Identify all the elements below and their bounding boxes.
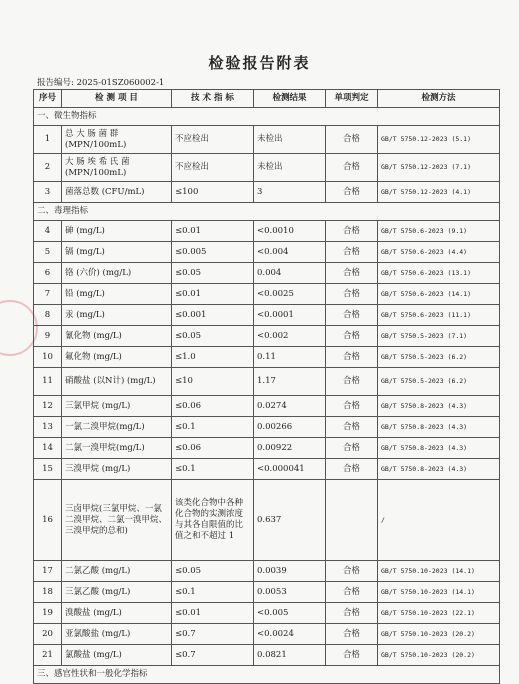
- header-item: 检 测 项 目: [62, 90, 172, 108]
- test-item: 亚氯酸盐 (mg/L): [62, 624, 172, 645]
- technical-spec: ≤0.1: [172, 417, 254, 438]
- verdict: 合格: [326, 326, 378, 347]
- test-method: GB/T 5750.6-2023 (13.1): [378, 263, 500, 284]
- test-method: GB/T 5750.10-2023 (22.1): [378, 603, 500, 624]
- table-row: [34, 284, 500, 305]
- verdict: 合格: [326, 645, 378, 666]
- verdict: 合格: [326, 459, 378, 480]
- report-number: 报告编号: 2025-01SZ060002-1: [37, 78, 165, 88]
- technical-spec: 该类化合物中各种化合物的实测浓度与其各自限值的比值之和不超过 1: [172, 480, 254, 561]
- header-verdict: 单项判定: [326, 90, 378, 108]
- verdict: 合格: [326, 561, 378, 582]
- test-item: 菌落总数 (CFU/mL): [62, 182, 172, 203]
- technical-spec: ≤0.001: [172, 305, 254, 326]
- test-method: GB/T 5750.5-2023 (6.2): [378, 347, 500, 368]
- test-method: GB/T 5750.10-2023 (20.2): [378, 645, 500, 666]
- test-result: <0.0001: [254, 305, 326, 326]
- technical-spec: ≤0.05: [172, 326, 254, 347]
- technical-spec: ≤0.01: [172, 221, 254, 242]
- verdict: 合格: [326, 305, 378, 326]
- header-no: 序号: [34, 90, 62, 108]
- technical-spec: ≤0.05: [172, 561, 254, 582]
- test-result: 0.11: [254, 347, 326, 368]
- table-row: [34, 347, 500, 368]
- verdict: 合格: [326, 624, 378, 645]
- header-result: 检测结果: [254, 90, 326, 108]
- test-result: 0.0274: [254, 396, 326, 417]
- row-number: 4: [34, 221, 62, 242]
- test-item: 二氯乙酸 (mg/L): [62, 561, 172, 582]
- test-item: 溴酸盐 (mg/L): [62, 603, 172, 624]
- row-number: 14: [34, 438, 62, 459]
- header-method: 检测方法: [378, 90, 500, 108]
- test-method: GB/T 5750.5-2023 (6.2): [378, 368, 500, 396]
- table-row: [34, 221, 500, 242]
- row-number: 11: [34, 368, 62, 396]
- table-row: [34, 368, 500, 396]
- test-result: <0.004: [254, 242, 326, 263]
- technical-spec: ≤0.01: [172, 284, 254, 305]
- technical-spec: ≤0.7: [172, 624, 254, 645]
- test-item: 三氯乙酸 (mg/L): [62, 582, 172, 603]
- test-method: GB/T 5750.10-2023 (14.1): [378, 561, 500, 582]
- table-row: [34, 459, 500, 480]
- test-item: 硝酸盐 (以N计) (mg/L): [62, 368, 172, 396]
- section-row: [34, 108, 500, 126]
- test-result: <0.0010: [254, 221, 326, 242]
- row-number: 2: [34, 154, 62, 182]
- test-method: GB/T 5750.10-2023 (14.1): [378, 582, 500, 603]
- verdict: 合格: [326, 221, 378, 242]
- section-title: 三、感官性状和一般化学指标: [34, 666, 500, 684]
- test-result: <0.005: [254, 603, 326, 624]
- technical-spec: ≤0.7: [172, 645, 254, 666]
- table-row: [34, 326, 500, 347]
- section-title: 一、微生物指标: [34, 108, 500, 126]
- test-method: GB/T 5750.8-2023 (4.3): [378, 438, 500, 459]
- test-item: 砷 (mg/L): [62, 221, 172, 242]
- test-method: GB/T 5750.8-2023 (4.3): [378, 396, 500, 417]
- test-method: /: [378, 480, 500, 561]
- test-method: GB/T 5750.6-2023 (9.1): [378, 221, 500, 242]
- verdict: 合格: [326, 126, 378, 154]
- row-number: 19: [34, 603, 62, 624]
- test-result: 0.00922: [254, 438, 326, 459]
- test-item: 氟化物 (mg/L): [62, 347, 172, 368]
- technical-spec: ≤0.05: [172, 263, 254, 284]
- test-method: GB/T 5750.8-2023 (4.3): [378, 459, 500, 480]
- verdict: 合格: [326, 347, 378, 368]
- technical-spec: ≤0.1: [172, 582, 254, 603]
- test-method: GB/T 5750.12-2023 (7.1): [378, 154, 500, 182]
- section-title: 二、毒理指标: [34, 203, 500, 221]
- test-item: 铬 (六价) (mg/L): [62, 263, 172, 284]
- test-result: 未检出: [254, 154, 326, 182]
- table-row: [34, 480, 500, 561]
- row-number: 18: [34, 582, 62, 603]
- test-result: 1.17: [254, 368, 326, 396]
- table-header-row: [34, 90, 500, 108]
- test-result: <0.0025: [254, 284, 326, 305]
- table-row: [34, 582, 500, 603]
- table-row: [34, 263, 500, 284]
- verdict: [326, 480, 378, 561]
- row-number: 1: [34, 126, 62, 154]
- test-method: GB/T 5750.8-2023 (4.3): [378, 417, 500, 438]
- verdict: 合格: [326, 603, 378, 624]
- technical-spec: ≤0.1: [172, 459, 254, 480]
- technical-spec: ≤0.06: [172, 396, 254, 417]
- row-number: 20: [34, 624, 62, 645]
- row-number: 3: [34, 182, 62, 203]
- verdict: 合格: [326, 182, 378, 203]
- table-row: [34, 561, 500, 582]
- test-result: 未检出: [254, 126, 326, 154]
- test-item: 大 肠 埃 希 氏 菌 (MPN/100mL): [62, 154, 172, 182]
- row-number: 16: [34, 480, 62, 561]
- table-row: [34, 396, 500, 417]
- test-item: 镉 (mg/L): [62, 242, 172, 263]
- verdict: 合格: [326, 417, 378, 438]
- test-result: 0.004: [254, 263, 326, 284]
- row-number: 21: [34, 645, 62, 666]
- verdict: 合格: [326, 582, 378, 603]
- section-row: [34, 203, 500, 221]
- test-method: GB/T 5750.6-2023 (11.1): [378, 305, 500, 326]
- test-result: 3: [254, 182, 326, 203]
- technical-spec: 不应检出: [172, 154, 254, 182]
- test-method: GB/T 5750.6-2023 (14.1): [378, 284, 500, 305]
- row-number: 17: [34, 561, 62, 582]
- table-row: [34, 603, 500, 624]
- test-method: GB/T 5750.5-2023 (7.1): [378, 326, 500, 347]
- row-number: 9: [34, 326, 62, 347]
- verdict: 合格: [326, 438, 378, 459]
- test-result: <0.002: [254, 326, 326, 347]
- test-result: <0.0024: [254, 624, 326, 645]
- row-number: 8: [34, 305, 62, 326]
- test-result: 0.0053: [254, 582, 326, 603]
- test-item: 总 大 肠 菌 群 (MPN/100mL): [62, 126, 172, 154]
- technical-spec: ≤0.01: [172, 603, 254, 624]
- row-number: 13: [34, 417, 62, 438]
- test-item: 三溴甲烷 (mg/L): [62, 459, 172, 480]
- test-item: 二氯一溴甲烷(mg/L): [62, 438, 172, 459]
- technical-spec: ≤10: [172, 368, 254, 396]
- test-item: 三卤甲烷(三氯甲烷、一氯二溴甲烷、二氯一溴甲烷、三溴甲烷的总和): [62, 480, 172, 561]
- test-item: 铅 (mg/L): [62, 284, 172, 305]
- test-result: 0.00266: [254, 417, 326, 438]
- table-row: [34, 154, 500, 182]
- row-number: 15: [34, 459, 62, 480]
- test-result: 0.637: [254, 480, 326, 561]
- row-number: 10: [34, 347, 62, 368]
- table-row: [34, 624, 500, 645]
- technical-spec: ≤1.0: [172, 347, 254, 368]
- table-row: [34, 126, 500, 154]
- row-number: 7: [34, 284, 62, 305]
- test-method: GB/T 5750.12-2023 (5.1): [378, 126, 500, 154]
- verdict: 合格: [326, 396, 378, 417]
- row-number: 12: [34, 396, 62, 417]
- verdict: 合格: [326, 368, 378, 396]
- test-item: 三氯甲烷 (mg/L): [62, 396, 172, 417]
- row-number: 5: [34, 242, 62, 263]
- technical-spec: ≤0.06: [172, 438, 254, 459]
- verdict: 合格: [326, 242, 378, 263]
- technical-spec: ≤100: [172, 182, 254, 203]
- test-result: <0.000041: [254, 459, 326, 480]
- page-title: 检验报告附表: [208, 54, 311, 72]
- technical-spec: ≤0.005: [172, 242, 254, 263]
- verdict: 合格: [326, 154, 378, 182]
- test-method: GB/T 5750.6-2023 (4.4): [378, 242, 500, 263]
- test-result: 0.0821: [254, 645, 326, 666]
- verdict: 合格: [326, 263, 378, 284]
- row-number: 6: [34, 263, 62, 284]
- test-item: 氰化物 (mg/L): [62, 326, 172, 347]
- test-method: GB/T 5750.10-2023 (20.2): [378, 624, 500, 645]
- header-spec: 技 术 指 标: [172, 90, 254, 108]
- table-row: [34, 417, 500, 438]
- verdict: 合格: [326, 284, 378, 305]
- test-method: GB/T 5750.12-2023 (4.1): [378, 182, 500, 203]
- technical-spec: 不应检出: [172, 126, 254, 154]
- test-item: 汞 (mg/L): [62, 305, 172, 326]
- results-table: [33, 89, 500, 684]
- test-item: 氯酸盐 (mg/L): [62, 645, 172, 666]
- test-item: 一氯二溴甲烷(mg/L): [62, 417, 172, 438]
- table-row: [34, 242, 500, 263]
- test-result: 0.0039: [254, 561, 326, 582]
- section-row: [34, 666, 500, 684]
- table-row: [34, 305, 500, 326]
- table-row: [34, 438, 500, 459]
- table-row: [34, 645, 500, 666]
- table-row: [34, 182, 500, 203]
